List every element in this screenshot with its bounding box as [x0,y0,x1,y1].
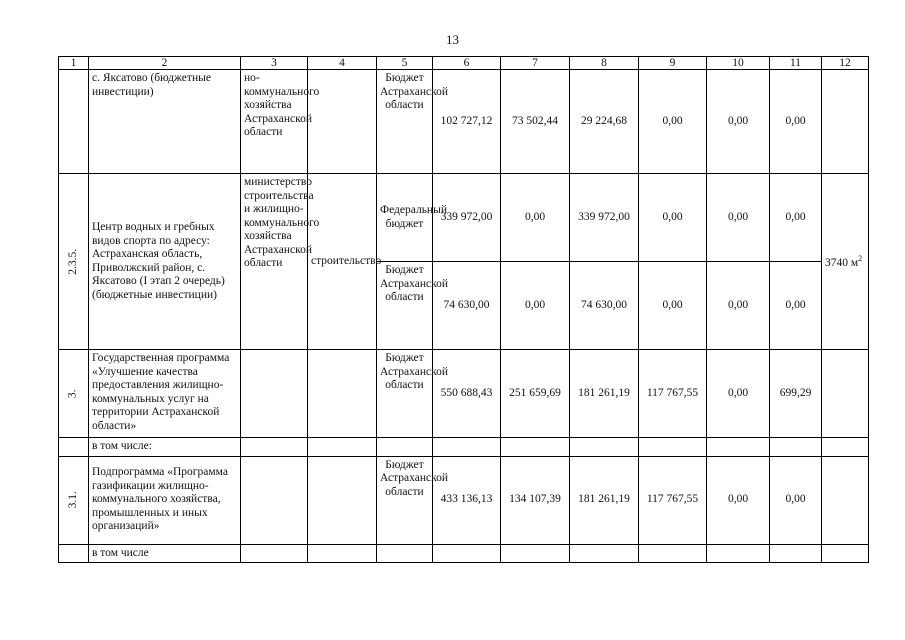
table-row [59,350,869,438]
organization-cell [241,456,308,544]
organization-cell: министерство строительства и жилищно-коммунального хозяйства Астраханской области [241,174,308,350]
header-cell: 5 [377,57,433,70]
funding-source-cell: Федеральный бюджет [377,174,433,262]
header-cell: 8 [570,57,639,70]
value-cell: 181 261,19 [570,350,639,438]
row-number-cell: 3. [59,350,89,438]
table-row [59,174,869,262]
header-cell: 12 [822,57,869,70]
value-cell: 0,00 [501,174,570,262]
funding-source-cell: Бюджет Астраханской области [377,350,433,438]
row-number-cell [59,438,89,457]
funding-source-cell: Бюджет Астраханской области [377,456,433,544]
page-number: 13 [446,32,459,47]
value-cell: 74 630,00 [570,262,639,350]
header-cell: 3 [241,57,308,70]
value-cell: 433 136,13 [433,456,501,544]
row-number-cell [59,544,89,563]
program-table [58,56,869,563]
area-cell [822,350,869,438]
row-number-cell [59,70,89,174]
object-name-cell: с. Яксатово (бюджетные инвестиции) [89,70,241,174]
organization-cell [241,350,308,438]
value-cell: 29 224,68 [570,70,639,174]
value-cell: 0,00 [770,70,822,174]
area-unit-superscript: 2 [858,254,863,264]
header-cell: 7 [501,57,570,70]
table-row [59,438,869,457]
subtotal-label: в том числе: [89,438,241,457]
value-cell: 0,00 [639,262,707,350]
table-row [59,544,869,563]
row-number-cell: 2.3.5. [59,174,89,350]
value-cell: 134 107,39 [501,456,570,544]
table-row [59,456,869,544]
work-type-cell: строительство [308,174,377,350]
value-cell: 102 727,12 [433,70,501,174]
value-cell: 74 630,00 [433,262,501,350]
value-cell: 0,00 [707,262,770,350]
value-cell: 73 502,44 [501,70,570,174]
organization-cell: но-коммунального хозяйства Астраханской области [241,70,308,174]
object-name-cell: Подпрограмма «Программа газификации жилищно-коммунального хозяйства, промышленных и иных организаций» [89,456,241,544]
value-cell: 0,00 [770,456,822,544]
value-cell: 0,00 [707,70,770,174]
area-value: 3740 м [825,257,859,270]
object-name-cell: Центр водных и гребных видов спорта по адресу: Астраханская область, Приволжский район, с. Яксатово (I этап 2 очередь) (бюджетные инвестиции) [89,174,241,350]
value-cell: 0,00 [770,262,822,350]
area-cell [822,174,869,350]
header-cell: 6 [433,57,501,70]
work-type-cell [308,456,377,544]
value-cell: 0,00 [770,174,822,262]
value-cell: 181 261,19 [570,456,639,544]
table-row [59,70,869,174]
work-type-cell [308,350,377,438]
value-cell: 0,00 [707,350,770,438]
value-cell: 251 659,69 [501,350,570,438]
value-cell: 117 767,55 [639,456,707,544]
area-cell [822,456,869,544]
subtotal-label: в том числе [89,544,241,563]
header-cell: 4 [308,57,377,70]
value-cell: 339 972,00 [570,174,639,262]
value-cell: 117 767,55 [639,350,707,438]
value-cell: 550 688,43 [433,350,501,438]
value-cell: 0,00 [707,174,770,262]
funding-source-cell: Бюджет Астраханской области [377,262,433,350]
value-cell: 699,29 [770,350,822,438]
header-row [59,57,869,70]
header-cell: 9 [639,57,707,70]
value-cell: 0,00 [639,70,707,174]
header-cell: 2 [89,57,241,70]
object-name-cell: Государственная программа «Улучшение качества предоставления жилищно-коммунальных услуг на территории Астраханской области» [89,350,241,438]
value-cell: 0,00 [707,456,770,544]
area-cell [822,70,869,174]
header-cell: 10 [707,57,770,70]
row-number-cell: 3.1. [59,456,89,544]
value-cell: 339 972,00 [433,174,501,262]
funding-source-cell: Бюджет Астраханской области [377,70,433,174]
header-cell: 11 [770,57,822,70]
header-cell: 1 [59,57,89,70]
value-cell: 0,00 [639,174,707,262]
value-cell: 0,00 [501,262,570,350]
